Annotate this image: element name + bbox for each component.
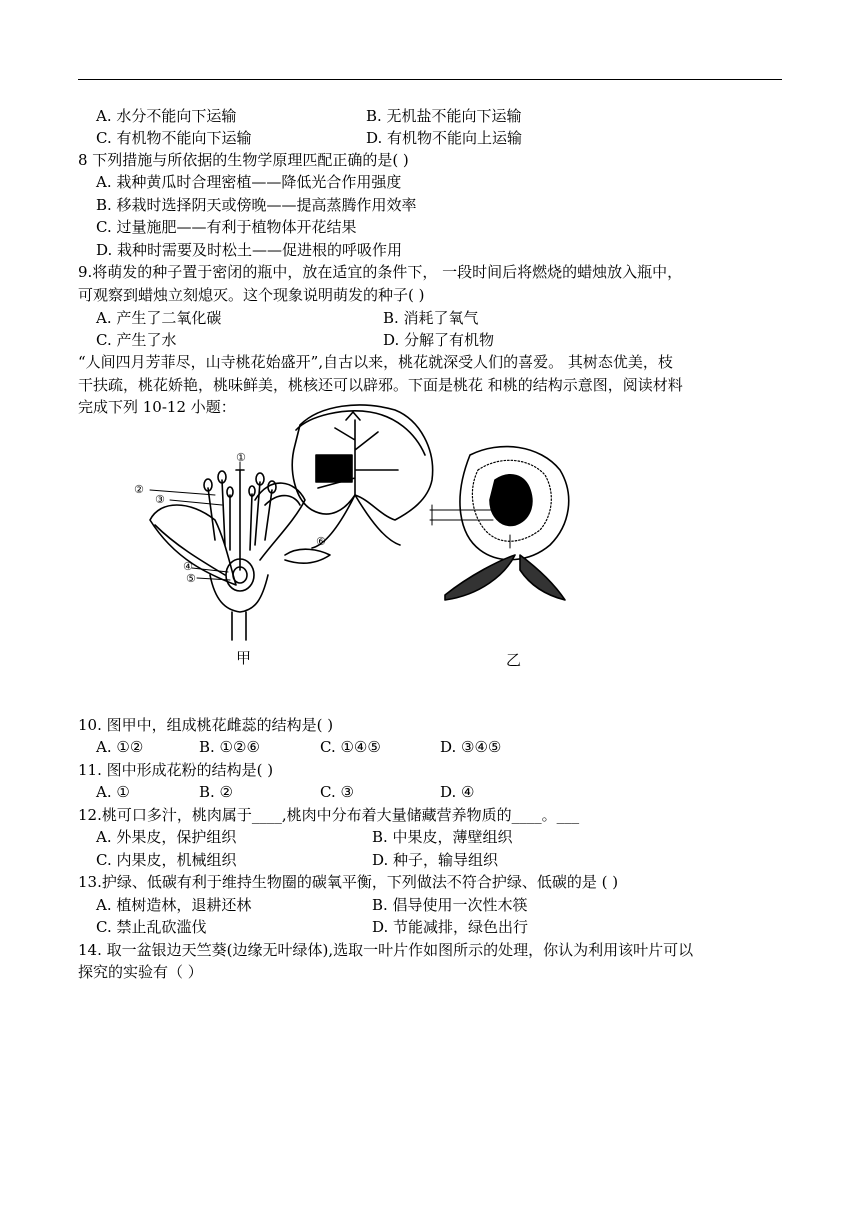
q8-option-a: A. 栽种黄瓜时合理密植——降低光合作用强度 [96,173,402,191]
q10-option-c: C. ①④⑤ [320,738,381,756]
label-3: ③ [155,493,165,506]
peach-diagram [430,447,569,600]
q9-stem-line2: 可观察到蜡烛立刻熄灭。这个现象说明萌发的种子( ) [78,286,425,304]
passage-line3: 完成下列 10-12 小题： [78,398,236,416]
passage-line1: “人间四月芳菲尽，山寺桃花始盛开”,自古以来，桃花就深受人们的喜爱。 其树态优美，枝 [78,353,673,371]
flower-diagram [150,462,330,640]
q13-option-c: C. 禁止乱砍滥伐 [96,918,207,936]
q9-stem-line1: 9.将萌发的种子置于密闭的瓶中，放在适宜的条件下， 一段时间后将燃烧的蜡烛放入瓶中， [78,263,683,281]
q7-option-c: C. 有机物不能向下运输 [96,129,252,147]
q7-option-b: B. 无机盐不能向下运输 [366,107,522,125]
q13-stem: 13.护绿、低碳有利于维持生物圈的碳氧平衡，下列做法不符合护绿、低碳的是 ( ) [78,873,619,891]
label-4: ④ [183,560,193,573]
header-rule [78,79,782,80]
label-5: ⑤ [186,572,196,585]
q7-option-a: A. 水分不能向下运输 [96,107,237,125]
label-2: ② [134,483,144,496]
q8-option-d: D. 栽种时需要及时松土——促进根的呼吸作用 [96,241,403,259]
q8-option-b: B. 移栽时选择阴天或傍晚——提高蒸腾作用效率 [96,196,417,214]
caption-yi: 乙 [506,651,522,669]
q11-option-a: A. ① [96,783,130,801]
q10-option-a: A. ①② [96,738,144,756]
q13-option-a: A. 植树造林，退耕还林 [96,896,252,914]
q13-option-b: B. 倡导使用一次性木筷 [372,896,528,914]
q9-option-a: A. 产生了二氧化碳 [96,309,222,327]
q8-stem: 8 下列措施与所依据的生物学原理匹配正确的是( ) [78,151,409,169]
q12-option-d: D. 种子，输导组织 [372,851,499,869]
q12-option-b: B. 中果皮，薄壁组织 [372,828,513,846]
q10-option-b: B. ①②⑥ [199,738,260,756]
q8-option-c: C. 过量施肥——有利于植物体开花结果 [96,218,357,236]
q14-stem-line1: 14. 取一盆银边天竺葵(边缘无叶绿体),选取一叶片作如图所示的处理，你认为利用该叶片可以 [78,941,694,959]
q12-option-c: C. 内果皮，机械组织 [96,851,237,869]
q11-stem: 11. 图中形成花粉的结构是( ) [78,761,274,779]
leaf-diagram [292,405,432,548]
q11-option-d: D. ④ [440,783,475,801]
label-1: ① [236,451,246,464]
q11-option-c: C. ③ [320,783,354,801]
q9-option-b: B. 消耗了氧气 [383,309,479,327]
label-6: ⑥ [316,535,326,548]
passage-line2: 干扶疏，桃花娇艳，桃味鲜美，桃核还可以辟邪。下面是桃花 和桃的结构示意图，阅读材料 [78,376,683,394]
q12-option-a: A. 外果皮，保护组织 [96,828,237,846]
q14-stem-line2: 探究的实验有（ ） [78,963,203,981]
q13-option-d: D. 节能减排，绿色出行 [372,918,529,936]
q9-option-d: D. 分解了有机物 [383,331,495,349]
q7-option-d: D. 有机物不能向上运输 [366,129,523,147]
q10-option-d: D. ③④⑤ [440,738,502,756]
q10-stem: 10. 图甲中，组成桃花雌蕊的结构是( ) [78,716,334,734]
q12-stem: 12.桃可口多汁，桃肉属于____,桃肉中分布着大量储藏营养物质的____。___ [78,806,580,824]
q11-option-b: B. ② [199,783,234,801]
q9-option-c: C. 产生了水 [96,331,177,349]
caption-jia: 甲 [236,649,252,667]
